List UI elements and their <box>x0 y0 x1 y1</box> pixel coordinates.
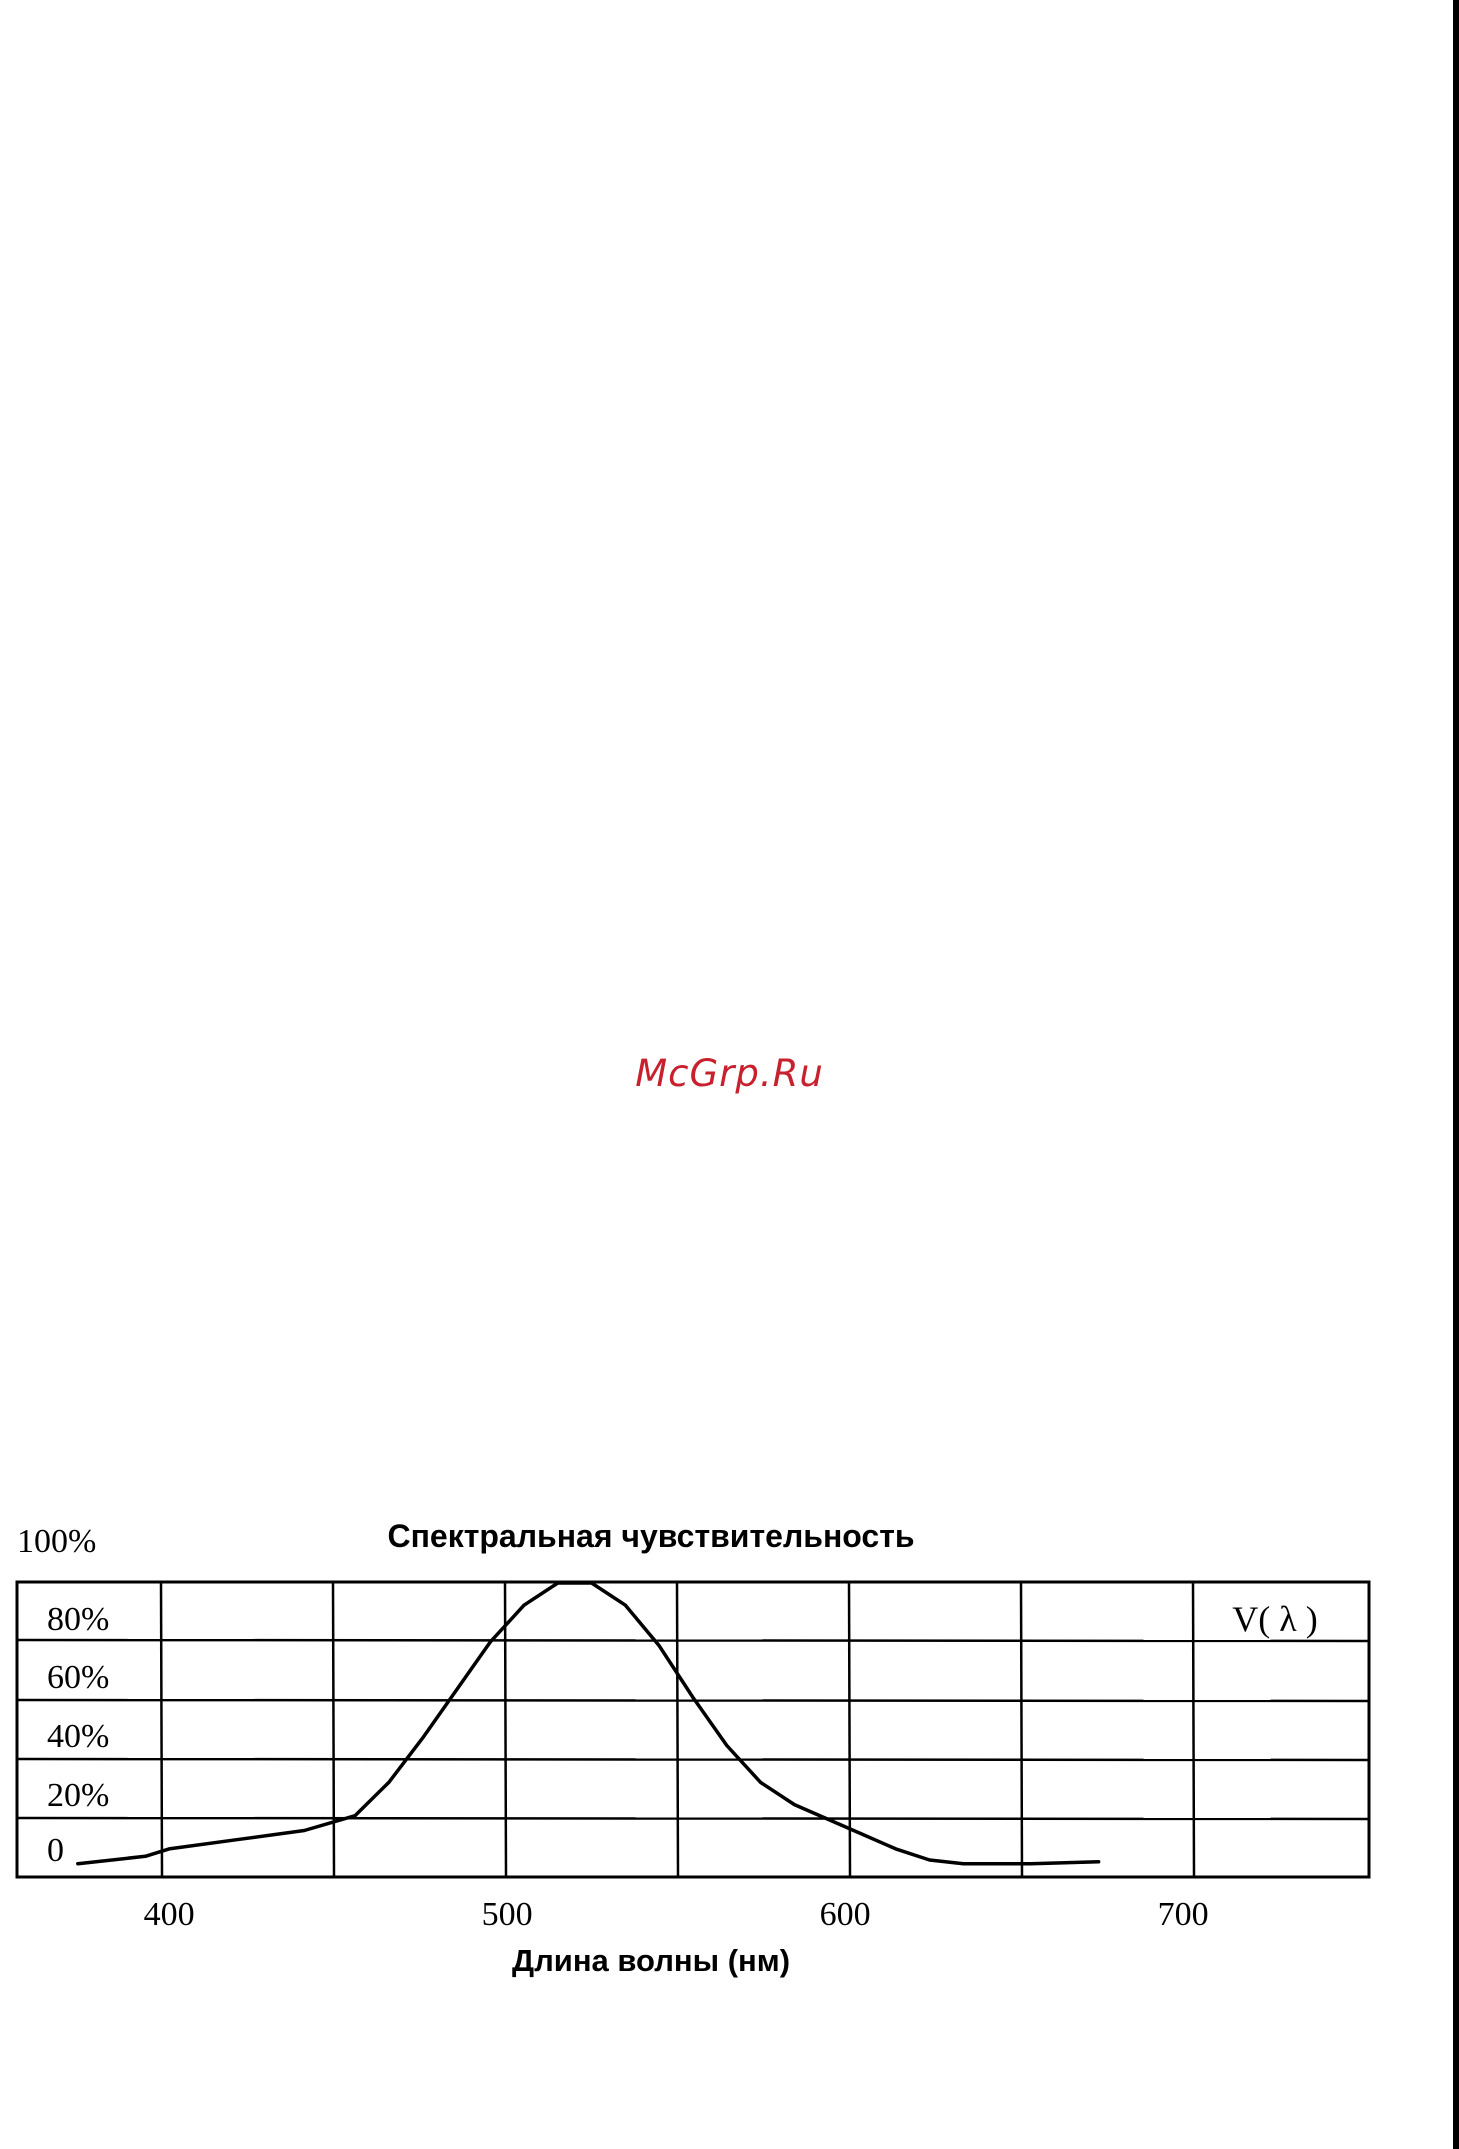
y-tick-label: 80% <box>47 1601 110 1638</box>
v-grid-line <box>849 1582 850 1877</box>
x-tick-label: 700 <box>1157 1896 1209 1933</box>
watermark-text: McGrp.Ru <box>635 1052 824 1095</box>
plot-frame <box>17 1582 1369 1877</box>
legend-label: V( λ ) <box>1232 1599 1318 1639</box>
v-grid-line <box>1193 1582 1194 1877</box>
series-layer <box>78 1583 1099 1864</box>
h-grid-line <box>17 1759 1369 1760</box>
x-axis-label: Длина волны (нм) <box>511 1943 791 1978</box>
v-grid-line <box>161 1582 162 1877</box>
y-tick-label: 40% <box>47 1718 110 1755</box>
h-grid-line <box>17 1818 1369 1819</box>
y-tick-label: 60% <box>47 1659 110 1696</box>
v-grid-line <box>1021 1582 1022 1877</box>
y-tick-label: 20% <box>47 1777 110 1814</box>
x-tick-labels <box>144 1896 1209 1933</box>
series-line <box>78 1583 1099 1864</box>
v-grid-line <box>677 1582 678 1877</box>
h-grid-line <box>17 1640 1369 1641</box>
v-grid-line <box>333 1582 334 1877</box>
x-tick-label: 400 <box>143 1896 195 1933</box>
grid-lines <box>17 1582 1369 1877</box>
y-tick-label: 0 <box>47 1832 64 1869</box>
x-tick-label: 500 <box>481 1896 533 1933</box>
y-tick-label: 100% <box>17 1523 97 1560</box>
x-tick-label: 600 <box>819 1896 871 1933</box>
chart-title: Спектральная чувствительность <box>387 1518 915 1554</box>
